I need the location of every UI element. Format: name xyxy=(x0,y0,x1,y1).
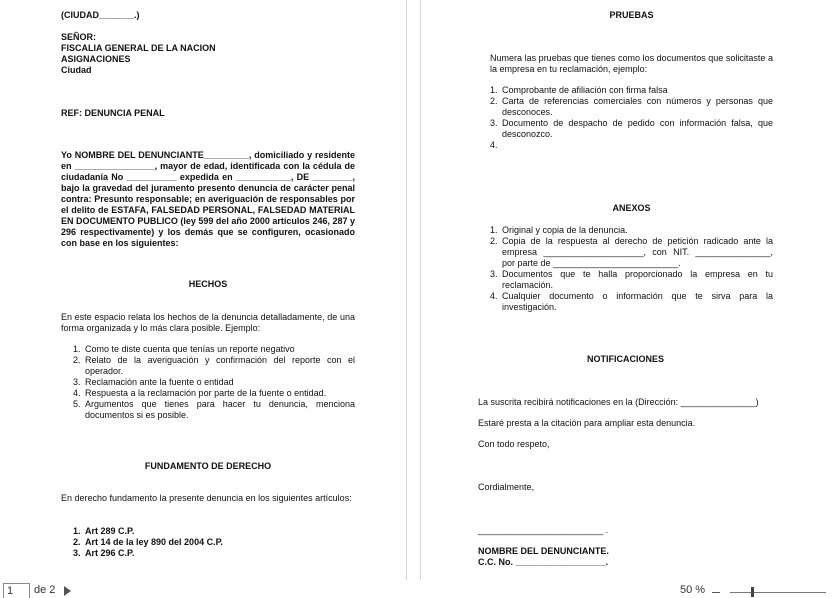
next-page-arrow-icon[interactable] xyxy=(64,586,71,596)
page-number-input[interactable]: 1 xyxy=(3,583,30,598)
page-count-label: de 2 xyxy=(34,584,56,596)
page-gutter xyxy=(407,0,420,580)
zoom-out-icon[interactable] xyxy=(712,592,720,593)
list-item: 1. Comprobante de afiliación con firma falsa xyxy=(490,85,668,95)
section-title-hechos: HECHOS xyxy=(188,279,228,289)
status-bar xyxy=(0,580,833,598)
list-item: 3. Documentos que te halla proporcionado la empresa en tu reclamación. xyxy=(490,269,773,290)
signature-line: _________________________ . xyxy=(478,525,609,535)
zoom-level: 50 % xyxy=(680,584,706,596)
list-item: 3. Art 296 C.P. xyxy=(73,548,135,558)
section-title-anexos: ANEXOS xyxy=(612,203,651,213)
fundamento-list xyxy=(73,526,355,559)
hechos-list xyxy=(73,344,355,421)
list-item: 2. Carta de referencias comerciales con números y personas que desconoces. xyxy=(490,96,773,117)
list-item: 2. Relato de la averiguación y confirmación del reporte con el operador. xyxy=(73,355,355,376)
list-item: 2. Art 14 de la ley 890 del 2004 C.P. xyxy=(73,537,223,547)
hechos-paragraph: En este espacio relata los hechos de la denuncia detalladamente, de una forma organizada y lo más clara posible. Ejemplo: xyxy=(61,312,355,333)
zoom-slider-handle[interactable] xyxy=(751,587,754,597)
section-title-pruebas: PRUEBAS xyxy=(609,10,654,20)
list-item: 4. Cualquier documento o información que te sirva para la investigación. xyxy=(490,291,773,312)
list-item: 1. Original y copia de la denuncia. xyxy=(490,225,628,235)
intro-paragraph: Yo NOMBRE DEL DENUNCIANTE_________, domiciliado y residente en ________________, mayor de edad, identificada con la cédula de ciudadanía No __________ expedida en ___________, DE ________, bajo la gravedad del juramento presento denuncia de carácter penal contra: Presunto responsable; en averiguación de responsables por el delito de ESTAFA, FALSEDAD PERSONAL, FALSEDAD MATERIAL EN DOCUMENTO PUBLICO (ley 599 del año 2000 artículos 246, 287 y 296 respectivamente) y los demás que se configuren, ocasionado con base en los siguientes: xyxy=(61,150,355,248)
list-item: 3. Documento de despacho de pedido con información falsa, que desconozco. xyxy=(490,118,773,139)
zoom-slider-track[interactable] xyxy=(730,592,826,593)
fundamento-paragraph: En derecho fundamento la presente denuncia en los siguientes artículos: xyxy=(61,493,352,503)
notification-address-line: La suscrita recibirá notificaciones en la (Dirección: _______________) xyxy=(478,397,759,407)
reference-line: REF: DENUNCIA PENAL xyxy=(61,108,165,118)
document-page-1 xyxy=(0,0,407,580)
pruebas-list: 1. Comprobante de afiliación con firma falsa 2. Carta de referencias comerciales con números y personas que desconoces. 3. Documento de despacho de pedido con información falsa, que desconozco. 4. xyxy=(490,85,773,150)
section-title-fundamento: FUNDAMENTO DE DERECHO xyxy=(144,461,272,471)
anexos-list xyxy=(490,225,773,313)
section-title-notificaciones: NOTIFICACIONES xyxy=(586,354,664,364)
list-item: 4. Respuesta a la reclamación por parte de la fuente o entidad. xyxy=(73,388,327,398)
closing-cordially: Cordialmente, xyxy=(478,482,535,492)
recipient-line: Ciudad xyxy=(61,65,92,75)
recipient-block xyxy=(61,32,216,76)
citation-line: Estaré presta a la citación para ampliar esta denuncia. xyxy=(478,418,696,428)
document-page-2 xyxy=(420,0,830,580)
list-item: 2. Copia de la respuesta al derecho de petición radicado ante la empresa ____________________, con NIT. _______________, por parte de _________________________. xyxy=(490,236,773,268)
recipient-line: ASIGNACIONES xyxy=(61,54,131,64)
list-item: 3. Reclamación ante la fuente o entidad xyxy=(73,377,234,387)
closing-respect: Con todo respeto, xyxy=(478,439,550,449)
list-item: 1. Art 289 C.P. xyxy=(73,526,135,536)
list-item: 5. Argumentos que tienes para hacer tu denuncia, menciona documentos si es posible. xyxy=(73,399,355,420)
recipient-line: FISCALIA GENERAL DE LA NACION xyxy=(61,43,216,53)
signer-id: C.C. No. __________________. xyxy=(478,557,609,567)
recipient-line: SEÑOR: xyxy=(61,32,97,42)
list-item: 1. Como te diste cuenta que tenías un reporte negativo xyxy=(73,344,295,354)
city-line: (CIUDAD_______.) xyxy=(61,10,140,20)
signer-name: NOMBRE DEL DENUNCIANTE. xyxy=(478,546,609,556)
pruebas-paragraph: Numera las pruebas que tienes como los documentos que solicitaste a la empresa en tu reclamación, ejemplo: xyxy=(490,53,773,74)
